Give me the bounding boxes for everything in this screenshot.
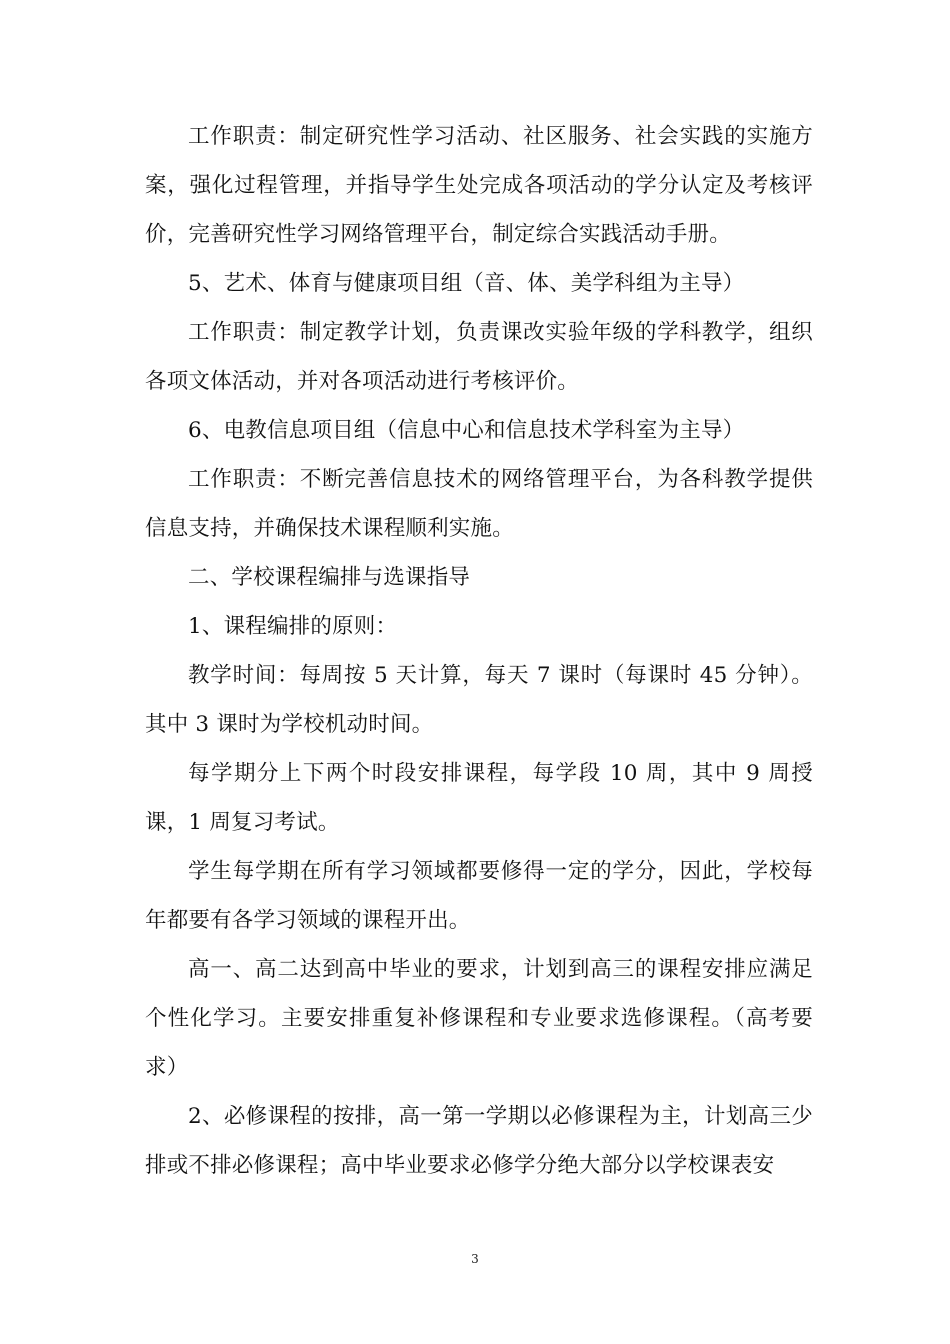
heading-scheduling-principles: 1、课程编排的原则： xyxy=(188,614,398,639)
heading-arts-sports-group: 5、艺术、体育与健康项目组（音、体、美学科组为主导） xyxy=(188,271,745,296)
heading-section-two: 二、学校课程编排与选课指导 xyxy=(188,565,471,590)
page-number: 3 xyxy=(471,1252,479,1266)
heading-it-group: 6、电教信息项目组（信息中心和信息技术学科室为主导） xyxy=(188,418,745,443)
paragraph-teaching-time: 教学时间：每周按 5 天计算，每天 7 课时（每课时 45 分钟）。其中 3 课时为学校机动时间。 xyxy=(145,663,813,737)
paragraph-required-courses: 2、必修课程的按排，高一第一学期以必修课程为主，计划高三少排或不排必修课程；高中毕业要求必修学分绝大部分以学校课表安 xyxy=(145,1104,813,1178)
document-body xyxy=(145,112,813,1190)
paragraph-duties-arts: 工作职责：制定教学计划，负责课改实验年级的学科教学，组织各项文体活动，并对各项活动进行考核评价。 xyxy=(145,320,813,394)
paragraph-semester-periods: 每学期分上下两个时段安排课程，每学段 10 周，其中 9 周授课，1 周复习考试。 xyxy=(145,761,813,835)
paragraph-credits: 学生每学期在所有学习领域都要修得一定的学分，因此，学校每年都要有各学习领域的课程开出。 xyxy=(145,859,813,933)
paragraph-duties-research: 工作职责：制定研究性学习活动、社区服务、社会实践的实施方案，强化过程管理，并指导学生处完成各项活动的学分认定及考核评价，完善研究性学习网络管理平台，制定综合实践活动手册。 xyxy=(145,124,813,247)
paragraph-duties-it: 工作职责：不断完善信息技术的网络管理平台，为各科教学提供信息支持，并确保技术课程顺利实施。 xyxy=(145,467,813,541)
paragraph-grade-requirements: 高一、高二达到高中毕业的要求，计划到高三的课程安排应满足个性化学习。主要安排重复补修课程和专业要求选修课程。（高考要求） xyxy=(145,957,813,1080)
